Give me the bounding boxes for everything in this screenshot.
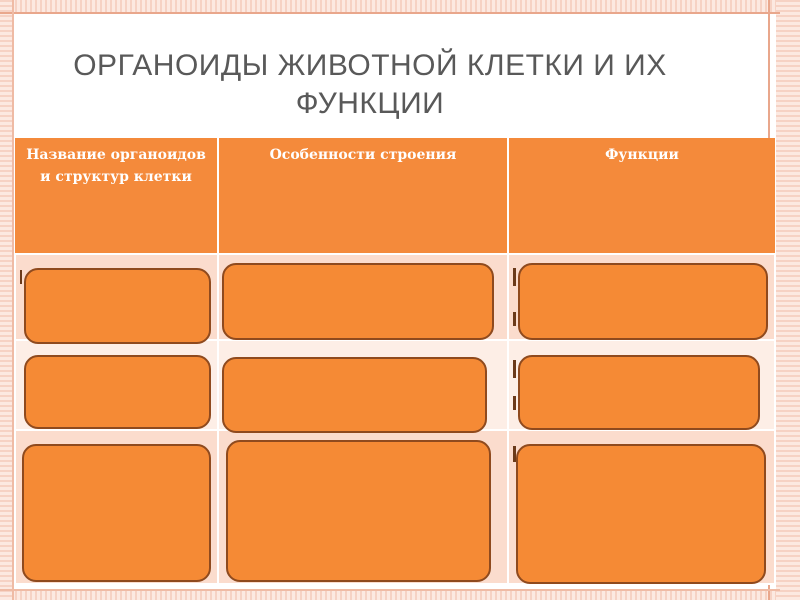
frame-rule-horizontal-inner <box>0 589 780 591</box>
frame-bottom <box>0 590 800 600</box>
answer-cover[interactable] <box>222 263 494 340</box>
answer-cover[interactable] <box>22 444 211 582</box>
frame-left <box>0 0 12 600</box>
answer-cover[interactable] <box>516 444 766 584</box>
slide-title: ОРГАНОИДЫ ЖИВОТНОЙ КЛЕТКИ И ИХ ФУНКЦИИ <box>73 49 667 120</box>
answer-cover[interactable] <box>518 355 760 430</box>
answer-cover[interactable] <box>518 263 768 340</box>
frame-top <box>0 0 800 12</box>
frame-rule-horizontal <box>0 12 780 14</box>
table-header-row <box>15 138 775 254</box>
frame-right <box>776 0 800 600</box>
header-structure: Особенности строения <box>218 138 508 254</box>
answer-cover[interactable] <box>24 355 211 429</box>
answer-cover[interactable] <box>226 440 491 582</box>
answer-cover[interactable] <box>24 268 211 344</box>
header-name: Название органоидов и структур клетки <box>15 138 218 254</box>
answer-cover[interactable] <box>222 357 487 433</box>
header-functions: Функции <box>508 138 775 254</box>
